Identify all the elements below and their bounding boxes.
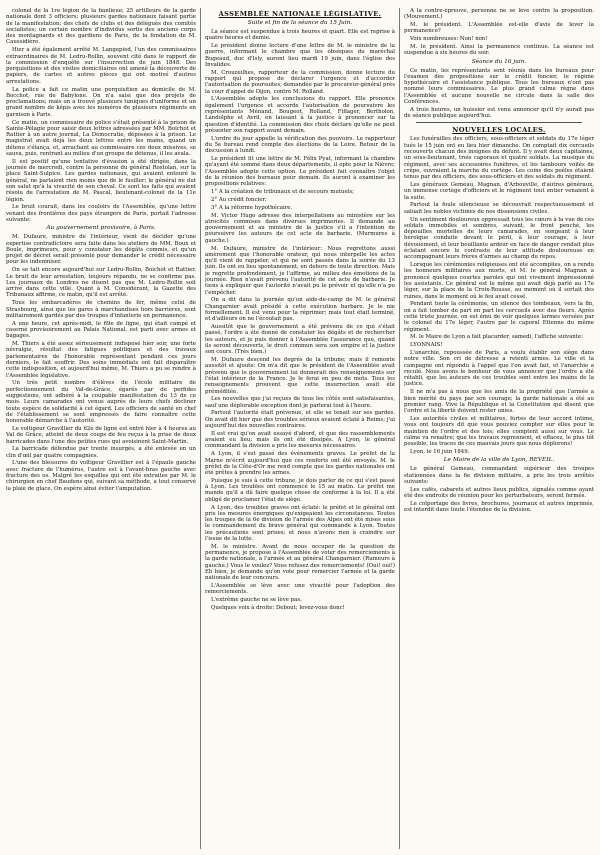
article-paragraph: M. Dufaure, ministre de l'intérieur, vient de décider qu'une expertise contradictoire sera faite dans les ateliers de MM. Boux et Boule, imprimeurs, pour y constater les dégâts commis, et qu'un projet de décret serait présenté pour demander le crédit nécessaire pour les indemniser.	[6, 234, 196, 266]
article-paragraph: Le colportage des livres, brochures, journaux et autres imprimés, est interdit dans toute l'étendue de la division.	[404, 500, 594, 513]
subheading: Le Maire de la ville de Lyon, REVEIL.	[443, 457, 555, 464]
article-paragraph: A Lyon, des troubles graves ont éclaté: le préfet et le général ont pris les mesures énergiques qu'exigeaient les circonstances. Toutes les troupes de la 6e division de l'armée des Alpes ont été mises sous le commandement du brave général qui commande à Lyon. Toutes les précautions sont prises; et nous n'avons rien à craindre sur l'issue de la lutte.	[205, 504, 395, 543]
section-divider	[416, 122, 582, 123]
article-paragraph: M. le ministre. Avant de nous occuper de la question de permanence, je propose à l'Assemblée de voter des remerciements à la garde nationale, à l'armée et au général Changarnier. (Rumeurs à gauche.) Vous le voulez? Vous refusez des remerciements! (Oui! oui!) Eh bien, je demande qu'on vote pour remercier l'armée et la garde nationale de leur concours.	[205, 543, 395, 582]
subheading: Suite et fin de la séance du 15 Juin.	[247, 20, 353, 26]
column-middle	[205, 8, 400, 849]
article-paragraph: M. Victor Hugo adresse des interpellations au ministère sur les atrocités commises dans diverses imprimeries. Il demande au gouvernement et au ministre de la justice s'il a l'intention de poursuivre les auteurs de cet acte de barbarie. (Murmures à gauche.)	[205, 212, 395, 244]
article-paragraph: Il ne m'a pas à nous que les amis de la propriété que l'armée a bien mérité du pays par son courage; la garde nationale a été au premier rang. Vive la République et la Constitution qui disent que l'ordre et la liberté doivent rester unies.	[404, 389, 594, 415]
article-paragraph: L'ordre du jour appelle la vérification des pouvoirs. Le rapporteur du 5e bureau rend compte des élections de la Loire. Retour de la discussion à lundi.	[205, 135, 395, 155]
article-paragraph: A Lyon, il s'est passé des événements graves. Le préfet de la Marne m'écrit aujourd'hui que ces renforts ont été envoyés. M. le préfet de la Côte-d'Or me rend compte que les gardes nationales ont été prêtes à prendre les armes.	[205, 451, 395, 477]
section-heading: NOUVELLES LOCALES.	[452, 126, 546, 135]
article-paragraph: M. Dufaure descend les degrés de la tribune; mais il remonte aussitôt et ajoute: On m'a dit que le président de l'Assemblée avait prévenu que le gouvernement lui donnerait des renseignements sur l'état intérieur de la France. Je le ferai en peu de mots. Tous les renseignements prouvent que cette insurrection avait été préméditée.	[205, 357, 395, 395]
article-paragraph: La séance est suspendue à trois heures et quart. Elle est reprise à quatre heures et demie.	[205, 29, 395, 42]
article-paragraph: A la contre-épreuve, personne ne se lève contre la proposition. (Mouvement.)	[404, 8, 594, 21]
article-paragraph: Les cafés, cabarets et autres lieux publics, signalés comme ayant été des endroits de réunion pour les perturbateurs, seront fermés.	[404, 486, 594, 499]
article-paragraph: La barricade défendue par trente insurgés, a été enlevée en un clin d'œil par quatre compagnies.	[6, 446, 196, 459]
subheading: Séance du 16 juin.	[471, 58, 527, 65]
article-paragraph: Partout la foule silencieuse se découvrait respectueusement et saluait les nobles victimes de nos dissensions civiles.	[404, 202, 594, 215]
section-heading: ASSEMBLÉE NATIONALE LÉGISLATIVE.	[218, 10, 382, 18]
article-paragraph: LYONNAIS!	[410, 342, 443, 349]
article-paragraph: 2° Au crédit foncier;	[211, 196, 267, 203]
article-paragraph: Lorsque les cérémonies religieuses ont été accomplies, on a rendu les honneurs militaires aux morts, et M. le général Magnan a prononcé quelques courtes paroles qui ont vivement impressionné les assistants. Ce général est le même qui avait déjà parlé au 17e léger, sur la place de la Croix-Rousse, au moment où il sortait des ruines, dans le moment où le feu avait cessé.	[404, 262, 594, 300]
article-paragraph: Un sentiment douloureux oppressait tous les cœurs à la vue de ces soldats immobiles et sombres, suivant, le front penché, les dépouilles mortelles de leurs camarades, en songeant à leur héroïque conduite devant le péril, à leur courage, à leur dévouement, et leur bouillante ardeur en face de danger rendait plus éclatant encore le contraste de leur attitude douloureuse en accompagnant leurs frères d'armes au champ du repos.	[404, 216, 594, 261]
article-paragraph: L'une des blessures du voltigeur Gravillier est à l'épaule gauche avec fracture de l'humérus, l'autre est à l'avant-bras gauche avec fracture des os. Malgré les esquilles qui ont été extraites par M. le chirurgien en chef Baudens qui, suivant sa méthode, a tout conservé la plaie de glace. On espère ainsi éviter l'amputation.	[6, 460, 196, 492]
article-paragraph: Le président donne lecture d'une lettre de M. le ministre de la guerre, informant le chambre que les obsèques du maréchal Bugeaud, duc d'Isly, auront lieu mardi 19 juin, dans l'église des Invalides.	[205, 43, 395, 68]
article-paragraph: Le bruit courait, dans les couloirs de l'Assemblée, qu'une lettre venant des frontières des pays étrangers de Paris, portait l'adresse suivante:	[6, 204, 196, 223]
subheading: Au gouvernement provisoire, à Paris.	[46, 225, 156, 232]
article-paragraph: Le président lit une lettre de M. Félix Pyat, informant la chambre qu'ayant été sommé dans deux départements, il opte pour la Nièvre; l'Assemblée adopte cette option. Le président fait connaître l'objet de la réunion des bureaux pour demain. Ils auront à examiner les propositions relatives:	[205, 156, 395, 188]
article-paragraph: A une heure, cet après-midi, le 69e de ligne, qui était campé et caserné provisoirement au Palais National, est parti avec armes et bagages.	[6, 320, 196, 340]
article-paragraph: Pendant toute la cérémonie, un silence des tombeaux, vers la fin, on a fait tomber de part en part les cercueils avec des fleurs. Après cette triste journée, on est ému de voir quelques larmes versées par le colonel du 17e léger, l'autre par le caporal Etienne du même régiment.	[404, 301, 594, 333]
article-paragraph: A trois heures, un huissier est venu annoncer qu'il n'y aurait pas de séance publique aujourd'hui.	[404, 106, 594, 120]
article-paragraph: Tous les embarcadères de chemins de fer, même celui de Strasbourg, ainsi que les gares à marchandises hors barrières, sont militairement gardés par des troupes d'infanterie en permanence.	[6, 300, 196, 319]
column-right	[404, 8, 594, 849]
article-paragraph: M. Crouzeilhes, rapporteur de la commission, donne lecture du rapport qui propose de déclarer l'urgence et d'accorder l'autorisation de poursuites, demandée par le procureur-général près la cour d'appel de Dijon, contre M. Rolland.	[205, 69, 395, 95]
article-paragraph: Le général Gemeau, commandant supérieur des troupes stationnées dans la 6e division militaire, a pris les trois arrêtés suivants:	[404, 466, 594, 485]
article-paragraph: 1° A la création de tribunaux et de secours mutuels;	[211, 189, 354, 196]
article-paragraph: M. Thiers a été assez sérieusement indisposé hier soir, une forte névralgie, résultat des fatigues politiques et des travaux parlementaires de l'honorable représentant pendant ces jours derniers, le fait souffrir. Des soins immédiats ont fait disparaître cette indisposition, et aujourd'hui même, M. Thiers a pu se rendre à l'Assemblée législative.	[6, 341, 196, 379]
article-paragraph: M. Dufaure, ministre de l'intérieur: Nous regrettons aussi amèrement que l'honorable orateur, qui nous interpelle les actes qu'il vient de rappeler, et qui ne sont passés dans la soirée du 13 juin. Ils ont eu lieu spontanément, en dehors de toute direction. Mais je regrette profondément, je l'affirme, au milieu des émotions de la journée. Rien n'avait prévenu l'autorité de cet acte de barbarie. Je tiens à expliquer que l'autorité n'avait pu le prévoir et qu'elle n'a pu l'empêcher.	[205, 245, 395, 296]
article-paragraph: M. le président. L'Assemblée est-elle d'avis de lever la permanence?	[404, 22, 594, 35]
article-paragraph: L'Assemblée se lève avec une vivacité pour l'adoption des remerciements.	[205, 583, 395, 596]
article-paragraph: Lyon, le 16 juin 1849.	[410, 448, 470, 455]
article-paragraph: On se tait encore aujourd'hui sur Ledru-Rollin, Boichot et Rattier. Le bruit de leur arrestation, toujours répandu, ne se confirme pas. Les journaux de Londres ne disent pas que M. Ledru-Rollin soit arrivé dans cette ville. Quant à M. Considerant, la Gazette des Tribunaux affirme, ce matin, qu'il est arrêté.	[6, 267, 196, 299]
article-paragraph: Les funérailles des officiers, sous-officiers et soldats du 17e léger tués le 15 juin ont eu lieu hier dimanche. On comptait dix cercueils recouverts chacun des insignes du défunt. Il y avait deux capitaines, un sous-lieutenant, trois caporaux et quatre soldats. La musique du régiment, avec ses accessoires funèbres, et les tambours voilés de crêpe, ouvraient la marche du cortège. Les coins des poêles étaient tenus par des officiers, des sous-officiers et des soldats du régiment.	[404, 136, 594, 181]
article-paragraph: L'extrême gauche ne se lève pas.	[211, 597, 302, 604]
article-paragraph: Un très petit nombre d'élèves de l'école militaire de perfectionnement du Val-de-Grâce, égarés par de perfides suggestions, ont adhéré à la coupable manifestation du 13 de ce mois. Leurs camarades ont venus auprès de leurs chefs décliner toute espèce de solidarité à cet égard. Les officiers de santé en chef de l'établissement se sont empressés de faire connaître cette honorable démarche à l'autorité.	[6, 380, 196, 425]
article-paragraph: On a dit dans la journée qu'un aide-de-camp de M. le général Changarnier avait présidé à cette exécution barbare. Je le nie formellement. Il est venu pour la réprimer; mais tout était terminé, et d'ailleurs on ne l'écoutait pas.	[205, 297, 395, 323]
article-paragraph: La police a fait ce matin une perquisition au domicile de M. Bocchot, rue de Babylone. On n'a saisi que des projets de proclamations; mais on a trouvé plusieurs tuniques d'uniforme et un grand nombre de képis avec les numéros de plusieurs régiments en garnison à Paris.	[6, 86, 196, 118]
article-paragraph: Les nouvelles que j'ai reçues de tous les côtés sont satisfaisantes, sauf une déplorable exception dont je parlerai tout à l'heure.	[205, 396, 395, 409]
article-paragraph: 3° A la réforme hypothécaire.	[211, 204, 293, 211]
article-paragraph: M. le Maire de Lyon a fait placarder, samedi, l'affiche suivante:	[410, 334, 583, 341]
article-paragraph: Le voltigeur Gravillier du 62e de ligne est entré hier à 4 heures au Val de Grâce, atteint de deux coups de feu reçus à la prise de deux barricades dans l'une des petites rues qui avoisinent Saint-Martin.	[6, 425, 196, 445]
article-paragraph: Ce matin, les représentants sont réunis dans les bureaux pour l'examen des propositions sur le crédit foncier, le régime hypothécaire et l'assistance publique. Tous les bureaux n'ont pas nommé leurs commissaires. Le plus grand calme règne dans l'Assemblée et aucune nouvelle ne circule dans la salle des Conférences.	[404, 67, 594, 106]
article-paragraph: Voix nombreuses: Non! non!	[410, 36, 488, 43]
article-paragraph: Ce matin, un commissaire de police s'était présenté à la prison de Sainte-Pélagie pour saisir deux lettres adressées par MM. Boichot et Rattier à un autre journal, La Démocratie, déposées à la prison. Le magistrat avait déjà les deux lettres entre les mains, quand un détenu s'élança, et, arrachant au commissaire ces deux missives, se sauva, puis, rentrant au milieu d'un groupe de détenus, il les avala.	[6, 119, 196, 158]
column-left	[6, 8, 201, 849]
article-paragraph: Aussitôt que le gouvernement a été prévenu de ce qui s'était passé, l'ordre a été donné de constater les dégâts et de rechercher les auteurs, et je puis donner à l'Assemblée l'assurance que, quand ils seront découverts, le droit commun sera son empire et la justice son cours. (Très bien.)	[205, 324, 395, 356]
article-paragraph: Il est positif qu'une tentative d'évasion a été dirigée, dans la journée de mercredi, contre la personne du général Rostolan, sur la place Saint-Sulpice. Les gardes nationaux, qui avaient entouré le général, ne parlaient rien moins que de le fusiller; le général ne dut son salut qu'à la vivacité de son cheval. Ce sont les faits qui avaient résolu de l'arrestation de M. Pascal, lieutenant-colonel de la 11e légion.	[6, 158, 196, 203]
article-paragraph: Il est vrai qu'on avait essayé d'abord, et que des rassemblements avaient eu lieu; mais ils ont été dissipés. A Lyon, le général commandant la division a pris les mesures nécessaires.	[205, 430, 395, 450]
article-paragraph: Puisque je suis à cette tribune, je dois parler de ce qui s'est passé à Lyon. Les troubles ont commencé le 15 au matin. Le préfet me mande qu'il a dû faire quelque chose de conforme à la loi. Il a été obligé de proclamer l'état de siège.	[205, 477, 395, 503]
article-paragraph: colonel de la 1re légion de la banlieue; 25 artilleurs de la garde nationale dont 3 officiers; plusieurs gardes nationaux faisant partie de la manifestation; des chefs de clubs et des délégués des comités socialistes; un certain nombre d'individus sortis des anciens corps des montagnards et des gardiens de Paris, de la fondation de M. Caussidière.	[6, 8, 196, 46]
article-paragraph: L'Assemblée adopte les conclusions du rapport. Elle prononce également l'urgence et accorde l'autorisation de poursuivre les représentants Ménand, Bougeot, Rolland, Fiflager, Bertholon, Landolphe et Avril, en laissant à la justice à prononcer sur la question d'identité. La commission des choix déclare qu'elle ne peut présenter son rapport avant demain.	[205, 96, 395, 134]
article-paragraph: L'anarchie, repoussée de Paris, a voulu établir son siège dans notre ville. Son cri de détresse a retenti armes. Le ville et la campagne ont répondu à l'appel que l'on avait fait, et l'anarchie a reculé. Nous avons le bonheur de vous annoncer que l'ordre a été rétabli, que les auteurs de ces troubles sont entre les mains de la justice.	[404, 349, 594, 388]
article-paragraph: Partout l'autorité était prévenue, et elle se tenait sur ses gardes. On avait dit hier que des troubles sérieux avaient éclaté à Reims; j'ai aujourd'hui des nouvelles contraires.	[205, 410, 395, 430]
article-paragraph: Hier a été également arrêté M. Langepied, l'un des commissaires extraordinaires de M. Ledru-Rollin, souvent cité dans le rapport de la commission d'enquête sur l'insurrection de juin 1848. Des perquisitions et des visites domiciliaires ont amené la découverte de papiers, de cartes et autres pièces qui ont motivé d'autres arrestations.	[6, 47, 196, 85]
article-paragraph: Les généraux Gemeau, Magnan, d'Arbouville, d'autres généraux, un immense cortège d'officiers et le régiment tout entier venaient à la suite.	[404, 182, 594, 201]
article-paragraph: Les autorités civiles et militaires, fortes de leur accord intime, vous ont toujours dit que vous pouviez compter sur elles pour le maintien de l'ordre et des lois; elles comptent aussi sur vous. Le calme va renaître; que les travaux reprennent, et effacez, le plus tôt possible, les traces de ces mauvais jours que nous déplorons!	[404, 415, 594, 448]
article-paragraph: Quelques voix à droite: Debout; levez-vous donc!	[211, 605, 345, 612]
article-paragraph: M. le président. Ainsi la permanence continue. La séance est suspendue à six heures du soir.	[404, 43, 594, 57]
